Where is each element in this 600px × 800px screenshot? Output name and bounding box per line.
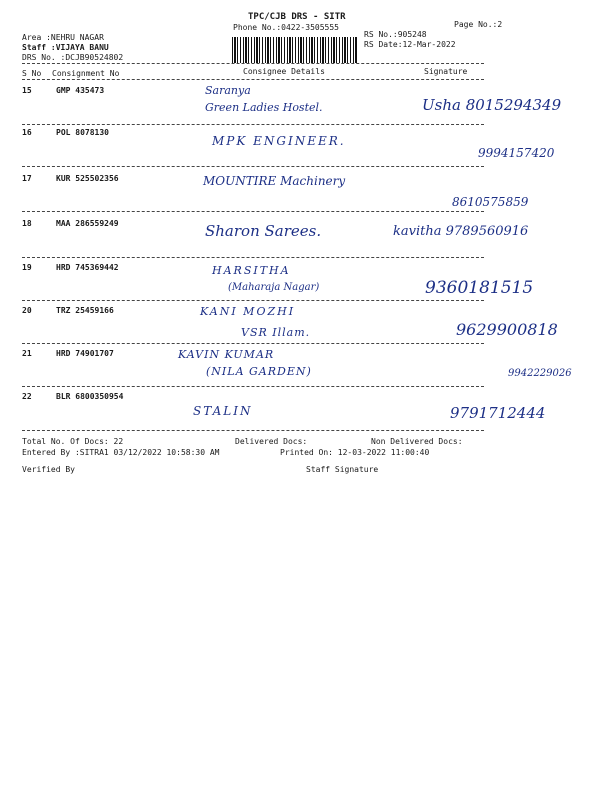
entered-by: Entered By :SITRA1 03/12/2022 10:58:30 AM: [22, 448, 220, 457]
row-sno: 17: [22, 174, 32, 183]
row-consignee-line1: KAVIN KUMAR: [178, 348, 275, 361]
row-signature: 9360181515: [425, 278, 534, 298]
drs-number: DRS No. :DCJB90524802: [22, 53, 124, 62]
phone-number: Phone No.:0422-3505555: [233, 23, 339, 32]
row-divider: [22, 343, 484, 344]
col-header-consignment: Consignment No: [52, 69, 120, 78]
row-signature: Usha 8015294349: [422, 96, 562, 114]
row-sno: 15: [22, 86, 32, 95]
row-divider: [22, 300, 484, 301]
row-consignment: MAA 286559249: [56, 219, 119, 228]
delivered-docs: Delivered Docs:: [235, 437, 308, 446]
row-divider: [22, 124, 484, 125]
row-consignee-line1: MPK ENGINEER.: [212, 134, 346, 148]
row-signature: 9629900818: [456, 320, 558, 339]
row-divider: [22, 257, 484, 258]
staff-signature: Staff Signature: [306, 465, 379, 474]
row-consignee-line1: Sharon Sarees.: [205, 222, 322, 240]
rs-number: RS No.:905248: [364, 30, 427, 39]
row-consignee-line1: KANI MOZHI: [200, 305, 296, 318]
document-title: TPC/CJB DRS - SITR: [248, 12, 346, 22]
row-consignment: POL 8078130: [56, 128, 109, 137]
row-consignee-line2: Green Ladies Hostel.: [205, 101, 323, 114]
row-sno: 19: [22, 263, 32, 272]
header-rule-bottom: [22, 79, 484, 80]
row-consignment: BLR 6800350954: [56, 392, 124, 401]
row-signature: 9994157420: [478, 146, 555, 160]
printed-on: Printed On: 12-03-2022 11:00:40: [280, 448, 430, 457]
page-number: Page No.:2: [454, 20, 503, 29]
non-delivered-docs: Non Delivered Docs:: [371, 437, 463, 446]
row-sno: 16: [22, 128, 32, 137]
rs-date: RS Date:12-Mar-2022: [364, 40, 456, 49]
row-consignee-line1: MOUNTIRE Machinery: [203, 174, 346, 188]
row-signature: 8610575859: [452, 195, 529, 209]
row-divider: [22, 211, 484, 212]
row-sno: 21: [22, 349, 32, 358]
row-divider: [22, 386, 484, 387]
header-rule-top: [22, 63, 484, 64]
row-consignment: TRZ 25459166: [56, 306, 114, 315]
row-sno: 20: [22, 306, 32, 315]
barcode: [232, 37, 357, 63]
verified-by: Verified By: [22, 465, 75, 474]
row-signature: 9791712444: [450, 404, 546, 422]
row-signature: kavitha 9789560916: [393, 224, 529, 239]
row-consignment: HRD 745369442: [56, 263, 119, 272]
row-consignee-line2: (NILA GARDEN): [206, 365, 312, 378]
row-sno: 22: [22, 392, 32, 401]
row-consignment: HRD 74901707: [56, 349, 114, 358]
row-consignee-line2: (Maharaja Nagar): [228, 282, 320, 293]
col-header-signature: Signature: [424, 67, 468, 76]
row-consignment: KUR 525502356: [56, 174, 119, 183]
row-sno: 18: [22, 219, 32, 228]
row-consignee-line2: VSR Illam.: [241, 326, 311, 339]
col-header-consignee: Consignee Details: [243, 67, 325, 76]
row-divider: [22, 166, 484, 167]
staff-label: Staff :VIJAYA BANU: [22, 43, 109, 52]
col-header-sno: S No: [22, 69, 42, 78]
row-signature: 9942229026: [508, 368, 572, 379]
table-bottom-rule: [22, 430, 484, 431]
row-consignment: GMP 435473: [56, 86, 105, 95]
total-docs: Total No. Of Docs: 22: [22, 437, 124, 446]
area-label: Area :NEHRU NAGAR: [22, 33, 104, 42]
row-consignee-line1: STALIN: [193, 404, 253, 418]
row-consignee-line1: Saranya: [205, 84, 251, 97]
row-consignee-line1: HARSITHA: [212, 264, 291, 277]
